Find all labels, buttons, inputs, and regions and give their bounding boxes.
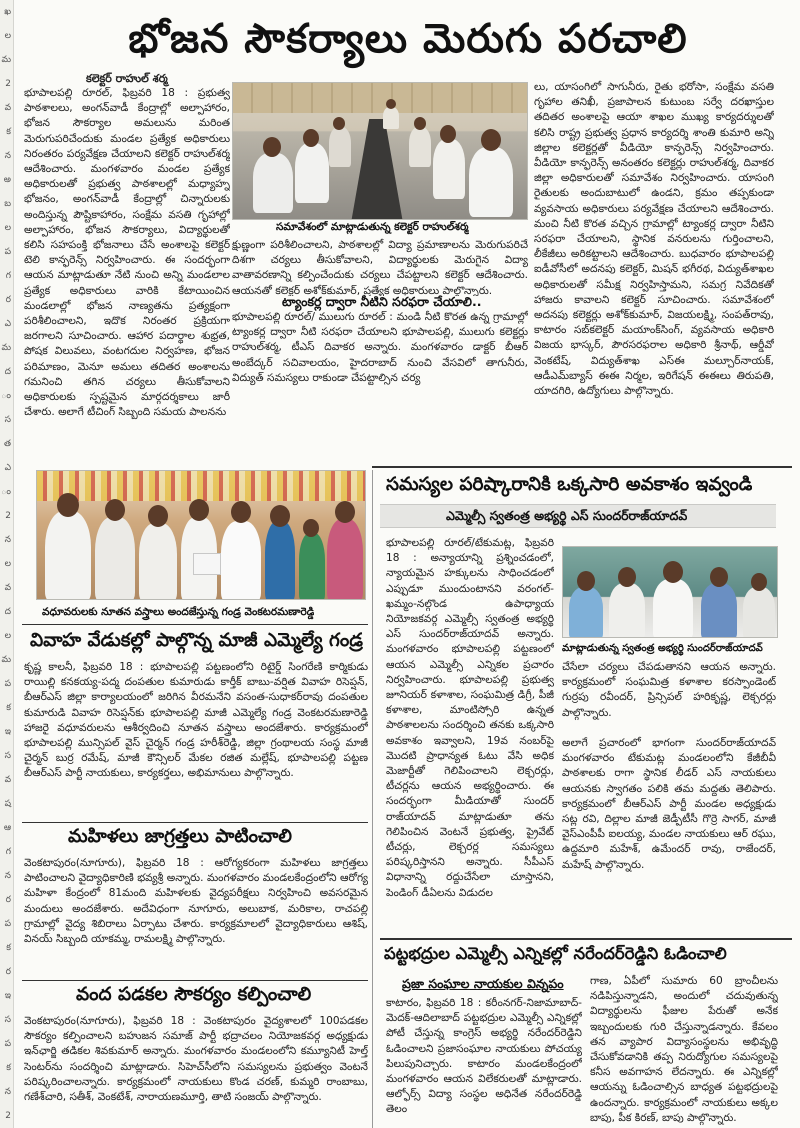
gutter-glyph: న [4, 151, 11, 161]
story3-headline: మహిళలు జాగ్రత్తలు పాటించాలి [68, 826, 292, 847]
gutter-glyph: స [4, 1015, 11, 1025]
gutter-glyph: ఎ [4, 319, 11, 329]
page-headline: భోజన సౌకర్యాలు మెరుగు పరచాలి [128, 16, 688, 62]
story3-body: వెంకటాపురం(నూగూరు), ఫిబ్రవరి 18 : ఆరోగ్యకరంగా మహిళలు జాగ్రత్తలు పాటించాలని వైద్యాధికారిణి భవ్యశ్రీ అన్నారు. మంగళవారం మండలకేంద్రంలోని ఆరోగ్య మహిళా కేంద్రంలో 81మంది మహిళలకు వైద్యపరీక్షలు నిర్వహించి అవసరమైన మందులు అందజేశారు. అదేవిధంగా నూగూరు, అలుబాక, మరికాల, రాచపల్లి గ్రామాల్లో వైద్య శిబిరాలు ఏర్పాటు చేశారు. కార్యక్రమాలలో వైద్యాధికారులు ఆశిష్‌, వినయ్‌ సిబ్బంది యాకమ్మ, రామలక్ష్మి పాల్గొన్నారు. [24, 857, 368, 946]
gutter-glyph: న [4, 535, 11, 545]
column-divider [372, 470, 373, 1128]
gutter-glyph: వ [4, 583, 11, 593]
gutter-glyph: ల [4, 631, 11, 641]
gutter-glyph: మ [1, 655, 11, 665]
gutter-glyph: క [6, 127, 11, 137]
gutter-glyph: గ [5, 271, 11, 281]
gutter-glyph: న [4, 871, 11, 881]
gutter-glyph: ల [4, 31, 11, 41]
gutter-glyph: స [4, 415, 11, 425]
candidate-photo [562, 546, 778, 638]
gutter-glyph: స [4, 751, 11, 761]
gutter-glyph: మ [1, 343, 11, 353]
story1-column-2-subhead: ట్యాంకర్ల ద్వారా నీటిని సరఫరా చేయాలి.. [282, 294, 482, 309]
gutter-glyph: గ [5, 847, 11, 857]
section-divider [22, 822, 368, 823]
gutter-glyph: అ [3, 175, 11, 185]
candidate-photo-caption: మాట్లాడుతున్న స్వతంత్ర అభ్యర్థి సుందర్‌రాజ్‌యాదవ్‌ [562, 643, 763, 654]
story1-column-1: భూపాలపల్లి రూరల్‌, ఫిబ్రవరి 18 : ప్రభుత్వ పాఠశాలలు, అంగన్‌వాడీ కేంద్రాల్లో అల్పాహారం, భోజన సౌకర్యాల అమలును మరింత మెరుగుపరిచేందుకు మండల ప్రత్యేక అధికారులు నిరంతరం పర్యవేక్షణ చేయాలని కలెక్టర్‌ రాహుల్‌శర్మ ఆదేశించారు. మంగళవారం మండల ప్రత్యేక అధికారులతో ప్రభుత్వ పాఠశాలల్లో మధ్యాహ్న భోజనం, అంగన్‌వాడీ కేంద్రాల్లో చిన్నారులకు అందిస్తున్న పౌష్టికాహారం, సంక్షేమ వసతి గృహాల్లో అల్పాహారం, భోజన సౌకర్యాలు, విద్యార్థులతో కలిసి సహపంక్తి భోజనాలు చేసే అంశాలపై కలెక్టర్‌ టెలి కాన్ఫరెన్స్‌ నిర్వహించారు. ఈ సందర్భంగా ఆయన మాట్లాడుతూ నేటి నుంచి అన్ని మండలాల ప్రత్యేక అధికారులు వారికి కేటాయించిన మండలాల్లో భోజన నాణ్యతను ప్రత్యక్షంగా పరిశీలించాలని, ఇదొక నిరంతర ప్రక్రియగా జరగాలని సూచించారు. ఆహార పదార్థాల శుభ్రత, పోషక విలువలు, వంటగదుల నిర్వహణ, భోజన పరిమాణం, మెనూ అమలు తదితర అంశాలను గమనించి తగిన చర్యలు తీసుకోవాలని అధికారులకు స్పష్టమైన మార్గదర్శకాలు జారీ చేశారు. అలాగే టీచింగ్‌ సిబ్బంది సమయ పాలనను [24, 87, 230, 419]
gutter-glyph: ప [4, 247, 11, 257]
gutter-glyph: 2 [5, 79, 11, 89]
story1-column-2b: భూపాలపల్లి రూరల్‌/ ములుగు రూరల్‌ : మండి నీటి కొరత ఉన్న గ్రామాల్లో ట్యాంకర్ల ద్వారా నీటి సరఫరా చేయాలని భూపాలపల్లి, ములుగు కలెక్టర్లు రాహుల్‌శర్మ, టీఎస్‌ దివాకర అన్నారు. మంగళవారం డాక్టర్‌ బీఆర్‌ అంబేద్కర్‌ సచివాలయం, హైదరాబాద్‌ నుంచి వేసవిలో తాగునీరు, విద్యుత్‌ సమస్యలు రాకుండా చేపట్టాల్సిన చర్య [232, 311, 528, 384]
story6-headline: పట్టభద్రుల ఎమ్మెల్సీ ఎన్నికల్లో నరేందర్‌రెడ్డిని ఓడించాలి [384, 944, 727, 963]
meeting-photo-caption: సమావేశంలో మాట్లాడుతున్న కలెక్టర్‌ రాహుల్‌శర్మ [276, 221, 469, 233]
story1-byline: కలెక్టర్‌ రాహుల్‌ శర్మ [86, 72, 168, 85]
gutter-glyph: క [6, 1063, 11, 1073]
gutter-glyph: 2 [5, 1111, 11, 1121]
gutter-glyph: మ [1, 55, 11, 65]
meeting-photo [232, 82, 528, 220]
gutter-glyph: త [3, 439, 11, 449]
story2-body: కృష్ణ కాలనీ, ఫిబ్రవరి 18 : భూపాలపల్లి పట్టణంలోని రిటైర్డ్‌ సింగరేణి కార్మికుడు రాయిల్లి కనకయ్య-పద్మ దంపతుల కుమారుడు కార్తీక్‌ బాబు-వర్షిత వివాహ రిసెప్షన్‌, బీఆర్‌ఎస్‌ జిల్లా కార్యాలయంలో జరిగిన వీరమనేని వసంత-సుధాకర్‌రావు దంపతుల కుమారుడి వివాహ రిసెప్షన్‌కు భూపాలపల్లి మాజీ ఎమ్మెల్యే గండ్ర వెంకటరమణారెడ్డి హాజరై వధూవరులను ఆశీర్వదించి నూతన వస్త్రాలు అందజేశారు. కార్యక్రమంలో భూపాలపల్లి మున్సిపల్‌ వైస్‌ చైర్మన్‌ గండ్ర హరీశ్‌రెడ్డి, జిల్లా గ్రంథాలయ సంస్థ మాజీ చైర్మన్‌ బుర్ర రమేష్‌, మాజీ కౌన్సిలర్‌ మేకల రజిత మల్లేష్‌, భూపాలపల్లి పట్టణ బీఆర్‌ఎస్‌ పార్టీ నాయకులు, కార్యకర్తలు, అభిమానులు పాల్గొన్నారు. [24, 661, 368, 780]
story4-headline: వంద పడకల సౌకర్యం కల్పించాలి [76, 984, 312, 1005]
gutter-glyph: ప [4, 1039, 11, 1049]
section-divider [22, 624, 368, 625]
wedding-photo-caption: వధూవరులకు నూతన వస్త్రాలు అందజేస్తున్న గండ్ర వెంకటరమణారెడ్డి [42, 606, 315, 618]
story5-subhead: ఎమ్మెల్సీ స్వతంత్ర అభ్యర్థి ఎస్‌ సుందర్‌రాజ్‌యాదవ్‌ [446, 508, 688, 523]
section-divider [380, 938, 792, 940]
gutter-glyph: ఖ [4, 7, 11, 17]
gutter-glyph: ల [4, 223, 11, 233]
gutter-glyph: వ [4, 103, 11, 113]
gutter-glyph: ఇ [4, 991, 11, 1001]
gutter-glyph: ఇ [4, 727, 11, 737]
gutter-glyph: ల [4, 559, 11, 569]
story4-body: వెంకటాపురం(నూగూరు), ఫిబ్రవరి 18 : వెంకటాపురం వైద్యశాలలో 100పడకల సౌకర్యం కల్పించాలని బహుజన సమాజ్‌ పార్టీ భద్రాచలం నియోజకవర్గ అధ్యక్షుడు ఇన్‌ఛార్జి తడికల శివకుమార్‌ అన్నారు. మంగళవారం మండలంలోని కమ్యూనిటీ హెల్త్‌ సెంటర్‌ను సందర్శించి మాట్లాడారు. సిహెచ్‌సీలోని సమస్యలను ప్రభుత్వం వెంటనే పరిష్కరించాలన్నారు. కార్యక్రమంలో నాయకులు కొండ చరణ్‌, కుమ్మరి రాంబాబు, గణేశ్‌చారి, సతీశ్‌, వెంకటేశ్‌, నారాయణమూర్తి, తాటి సంజయ్‌ పాల్గొన్నారు. [24, 1015, 368, 1104]
gutter-glyph: బ [4, 199, 11, 209]
story1-column-3: లు, యాసంగిలో సాగునీరు, రైతు భరోసా, సంక్షేమ వసతి గృహాల తనిఖీ, ప్రజాపాలన కుటుంబ సర్వే దరఖాస్తుల తదితర అంశాలపై ఆయా శాఖల ముఖ్య కార్యదర్శులతో కలిసి రాష్ట్ర ప్రభుత్వ ప్రధాన కార్యదర్శి శాంతి కుమారి అన్ని జిల్లాల కలెక్టర్లతో వీడియో కాన్ఫరెన్స్‌ నిర్వహించారు. వీడియో కాన్ఫరెన్స్‌ అనంతరం కలెక్టర్లు రాహుల్‌శర్మ, దివాకర జిల్లా అధికారులతో సమావేశం నిర్వహించారు. యాసంగి రైతులకు అందుబాటులో ఉండని, క్రమం తప్పకుండా వ్యవసాయ అధికారులు పర్యవేక్షణ చేయాలని ఆదేశించారు. మంచి నీటి కొరత వచ్చిన గ్రామాల్లో ట్యాంకర్ల ద్వారా నీటిని సరఫరా చేయాలని, స్థానిక వనరులను గుర్తించాలని, లీకేజీలు అరికట్టాలని ఆదేశించారు. బుధవారం భూపాలపల్లి ఐడీవోసీలో అదనపు కలెక్టర్‌, మిషన్‌ భగీరథ, విద్యుత్‌శాఖల అధికారులతో సమీక్ష నిర్వహిస్తామని, సమగ్ర నివేదికతో హాజరు కావాలని కలెక్టర్‌ సూచించారు. సమావేశంలో అదనపు కలెక్టర్లు అశోక్‌కుమార్‌, విజయలక్ష్మి, సంపత్‌రావు, కాటారం సబ్‌కలెక్టర్‌ మయాంక్‌సింగ్‌, వ్యవసాయ అధికారి విజయ భాస్కర్‌, పౌరసరఫరాల అధికారి శ్రీనాథ్‌, ఆర్డీవో వెంకటేష్‌, విద్యుత్‌శాఖ ఎస్‌ఈ మల్చూర్‌నాయక్‌, ఆడీఎమ్‌బ్యాస్‌ ఈఈ నిర్మల, ఇరిగేషన్‌ ఈఈలు తిరుపతి, యాదగిరి, ఉద్యోగులు పాల్గొన్నారు. [534, 81, 774, 398]
gutter-glyph: ం [1, 487, 11, 497]
gutter-glyph: ం [1, 391, 11, 401]
story6-subhead: ప్రజా సంఘాల నాయకుల విన్నపం [402, 976, 564, 991]
gutter-glyph: 2 [5, 511, 11, 521]
section-divider [22, 980, 368, 981]
gutter-glyph: ష [4, 799, 11, 809]
wedding-photo [36, 470, 366, 600]
section-divider [372, 466, 792, 468]
gutter-glyph: వ [4, 775, 11, 785]
story5-column-2: చేసేలా చర్యలు చేపడుతానని ఆయన అన్నారు. కార్యక్రమంలో సంఘమిత్ర కళాశాల కరస్పాండెంట్‌ గుర్రపు రవీందర్‌, ప్రిన్సిపల్‌ హరికృష్ణ, లెక్చరర్లు పాల్గొన్నారు. అలాగే ప్రచారంలో భాగంగా సుందర్‌రాజ్‌యాదవ్‌ మంగళవారం టేకుమట్ల మండలంలోని కేజీబీవీ పాఠశాలకు రాగా స్థానిక లీడర్‌ ఎస్‌ నాయకులు ఆయనకు స్వాగతం పలికి తమ మద్దతు తెలిపారు. కార్యక్రమంలో బీఆర్‌ఎస్‌ పార్టీ మండల అధ్యక్షుడు సట్ల రవి, దిల్లాల మాజీ జెడ్పీటీసీ గొర్రె సాగర్‌, మాజీ వైస్‌ఎంపీపీ ఐలయ్య, మండల నాయకులు ఆర్‌ రఘు, ఉద్దమారి మహేశ్‌, ఉమేందర్‌ రావు, రాజేందర్‌, మహేష్‌ పాల్గొన్నారు. [562, 661, 776, 871]
story6-column-1: కాటారం, ఫిబ్రవరి 18 : కరీంనగర్‌-నిజామాబాద్‌-మెదక్‌-ఆదిలాబాద్‌ పట్టభద్రుల ఎమ్మెల్సీ ఎన్నికల్లో పోటీ చేస్తున్న కాంగ్రెస్‌ అభ్యర్థి నరేందర్‌రెడ్డిని ఓడించాలని ప్రజాసంఘాల నాయకులు పోచయ్య పిలుపునిచ్చారు. కాటారం మండలకేంద్రంలో మంగళవారం ఆయన విలేకరులతో మాట్లాడారు. ఆల్ఫోర్స్‌ విద్యా సంస్థల అధినేత నరేందర్‌రెడ్డి తెలం [386, 997, 582, 1116]
story5-headline: సమస్యల పరిష్కారానికి ఒక్కసారి అవకాశం ఇవ్వండి [386, 474, 753, 495]
gutter-glyph: ర [5, 967, 11, 977]
story6-column-2: గాణ, ఏపీలో సుమారు 60 బ్రాంచీలను నడిపిస్తున్నాడని, అందులో చదువుతున్న విద్యార్థులను ఫీజుల పేరుతో అనేక ఇబ్బందులకు గురి చేస్తున్నాడన్నారు. కేవలం తన వ్యాపార విద్యాసంస్థలను అభివృద్ధి చేసుకోవడానికి తప్ప నిరుద్యోగుల సమస్యలపై కనీస అవగాహన లేదన్నారు. ఈ ఎన్నికల్లో ఆయన్ను ఓడించాల్సిన బాధ్యత పట్టభద్రులపై ఉందన్నారు. కార్యక్రమంలో నాయకులు అక్కల బాపు, పీక కిరణ్‌, బాపు పాల్గొన్నారు. [590, 975, 778, 1124]
gutter-glyph: ర [5, 895, 11, 905]
neighbour-page-edge [0, 0, 14, 1128]
gutter-glyph: ద [4, 367, 11, 377]
story2-headline: వివాహ వేడుకల్లో పాల్గొన్న మాజీ ఎమ్మెల్యే గండ్ర [30, 630, 363, 651]
story5-column-1: భూపాలపల్లి రూరల్‌/టేకుమట్ల, ఫిబ్రవరి 18 : అన్యాయాన్ని ప్రశ్నించడంలో, న్యాయమైన హక్కులను సాధించడంలో ఎప్పుడూ ముందుంటానని వరంగల్‌-ఖమ్మం-నల్గొండ ఉపాధ్యాయ నియోజకవర్గ ఎమ్మెల్సీ స్వతంత్ర అభ్యర్థి ఎస్‌ సుందర్‌రాజ్‌యాదవ్‌ అన్నారు. మంగళవారం భూపాలపల్లి పట్టణంలో ఆయన ఎమ్మెల్సీ ఎన్నికల ప్రచారం నిర్వహించారు. భూపాలపల్లి ప్రభుత్వ జూనియర్‌ కళాశాల, సంఘమిత్ర డిగ్రీ, పీజీ కళాశాల, మాంటిస్సోరి ఉన్నత పాఠశాలలను సందర్శించి తనకు ఒక్కసారి అవకాశం ఇవ్వాలని, 19వ నంబర్‌పై మొదటి ప్రాధాన్యత ఓటు వేసి అధిక మెజార్టీతో గెలిపించాలని లెక్చరర్లు, టీచర్లను ఆయన అభ్యర్థించారు. ఈ సందర్భంగా మీడియాతో సుందర్‌ రాజ్‌యాదవ్‌ మాట్లాడుతూ తను గెలిపించిన వెంటనే ప్రభుత్వ, ప్రైవేట్‌ టీచర్లు, లెక్చరర్ల సమస్యలు పరిష్కరిస్తానని అన్నారు. సీపీఎస్‌ విధానాన్ని రద్దుచేసేలా చూస్తానని, పెండింగ్‌ డీఏలను విడుదల [386, 537, 554, 899]
gutter-glyph: క [6, 943, 11, 953]
gutter-glyph: ద [4, 607, 11, 617]
gutter-glyph: ఆ [3, 823, 11, 833]
gutter-glyph: ప [4, 679, 11, 689]
gutter-glyph: న [4, 1087, 11, 1097]
gutter-glyph: ప [4, 919, 11, 929]
gutter-glyph: ర [5, 295, 11, 305]
gutter-glyph: ఎ [4, 463, 11, 473]
story1-column-2: క్షుణ్ణంగా పరిశీలించాలని, పాఠశాలల్లో విద్యా ప్రమాణాలను మెరుగుపరిచే దిశగా చర్యలు తీసుకోవాలని, విద్యార్థులకు మెరుగైన విద్యా వాతావరణాన్ని కల్పించేందుకు చర్యలు చేపట్టాలని కలెక్టర్‌ ఆదేశించారు. ఆయనతో కలెక్టర్‌ అశోక్‌కుమార్‌, ప్రత్యేక అధికారులు పాల్గొన్నారు. [232, 239, 528, 296]
gutter-glyph: క [6, 703, 11, 713]
